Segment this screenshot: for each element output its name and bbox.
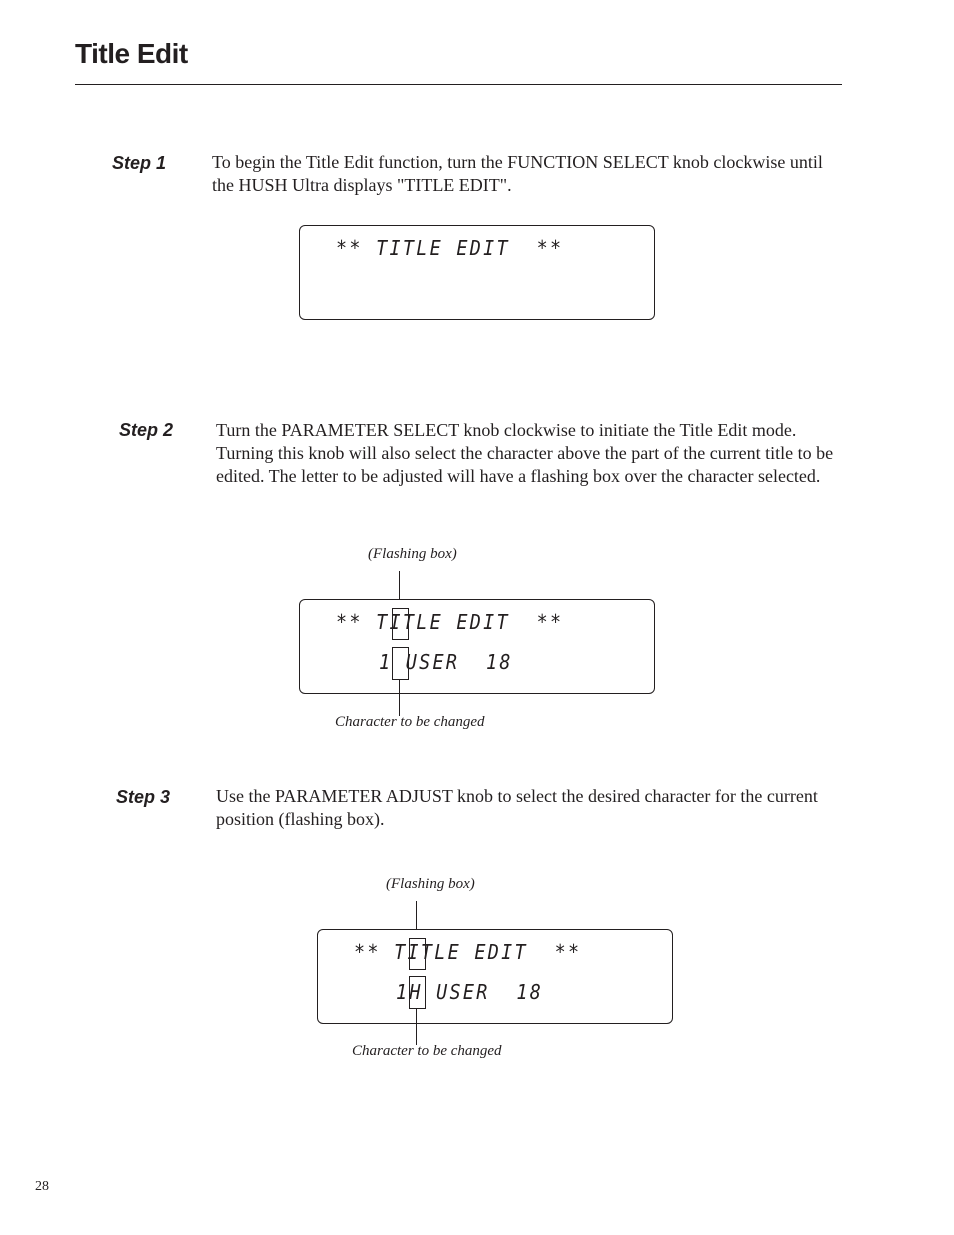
flashing-cursor-box-top (392, 608, 409, 640)
page-number: 28 (35, 1179, 49, 1194)
lcd-line-1 (354, 940, 581, 964)
step-2-text (216, 419, 833, 488)
flashing-box-caption: (Flashing box) (386, 876, 475, 892)
lcd-line-1-cursor-char: T (376, 610, 390, 634)
lcd-line-1-rest: ITLE EDIT ** (407, 940, 582, 964)
flashing-cursor-box-bottom (409, 976, 426, 1009)
step-3-text-line-2: position (flashing box). (216, 809, 385, 829)
character-leader-line (416, 1009, 417, 1045)
lcd-line-1-prefix: ** (336, 610, 377, 634)
page-title: Title Edit (75, 38, 188, 69)
lcd-line-2-rest: USER 18 (422, 980, 544, 1004)
flashing-cursor-box-bottom (392, 647, 409, 680)
step-2-label: Step 2 (119, 420, 174, 440)
lcd-line-1: ** TITLE EDIT ** (336, 236, 564, 260)
character-leader-line (399, 680, 400, 716)
lcd-display-step-3 (317, 929, 673, 1024)
character-caption: Character to be changed (335, 714, 485, 730)
step-1-text (212, 151, 823, 197)
step-3-label: Step 3 (116, 787, 171, 807)
lcd-display-step-1 (299, 225, 655, 320)
flashing-cursor-box-top (409, 938, 426, 970)
step-3-text-line-1: Use the PARAMETER ADJUST knob to select the desired character for the current (216, 786, 818, 806)
lcd-line-2-prefix: 1 (396, 980, 410, 1004)
step-2-text-line-3: edited. The letter to be adjusted will have a flashing box over the character selected. (216, 466, 821, 486)
step-1-label: Step 1 (112, 153, 167, 173)
step-1-text-line-1: To begin the Title Edit function, turn the FUNCTION SELECT knob clockwise until (212, 152, 823, 172)
lcd-line-2-cursor-char: H (409, 980, 423, 1004)
step-3-text (216, 785, 818, 831)
lcd-line-1-rest: ITLE EDIT ** (389, 610, 564, 634)
lcd-line-1 (336, 610, 563, 634)
lcd-line-2-prefix: 1 (379, 650, 393, 674)
step-2-text-line-2: Turning this knob will also select the character above the part of the current title to be (216, 443, 834, 463)
character-caption: Character to be changed (352, 1043, 502, 1059)
lcd-line-1-prefix: ** (354, 940, 395, 964)
step-2-text-line-1: Turn the PARAMETER SELECT knob clockwise to initiate the Title Edit mode. (216, 420, 797, 440)
lcd-line-1-cursor-char: T (394, 940, 408, 964)
lcd-display-step-2 (299, 599, 655, 694)
flashing-box-caption: (Flashing box) (368, 546, 457, 562)
lcd-line-2-rest: USER 18 (405, 650, 513, 674)
step-1-text-line-2: the HUSH Ultra displays "TITLE EDIT". (212, 175, 512, 195)
title-divider (75, 84, 842, 85)
